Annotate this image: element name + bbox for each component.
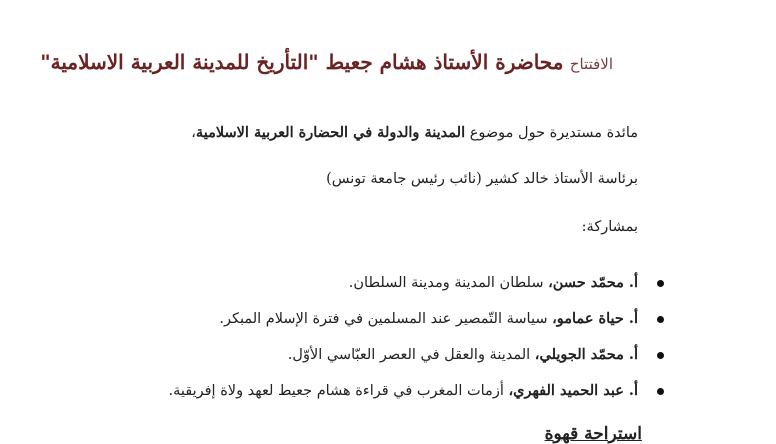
coffee-break-heading: استراحة قهوة bbox=[544, 424, 642, 444]
title-main: محاضرة الأستاذ هشام جعيط "التأريخ للمدينة العربية الاسلامية" bbox=[40, 50, 564, 74]
bullet-icon bbox=[657, 352, 664, 359]
list-item bbox=[169, 344, 665, 380]
list-item bbox=[169, 380, 665, 416]
chair-line: برئاسة الأستاذ خالد كشير (نائب رئيس جامعة تونس) bbox=[326, 171, 638, 187]
title-prefix: الافتتاح bbox=[569, 55, 613, 73]
participant-talk: سلطان المدينة ومدينة السلطان. bbox=[348, 275, 549, 291]
list-item bbox=[169, 272, 665, 308]
participant-name: أ. محمّد الجويلي، bbox=[534, 346, 638, 363]
participation-label: بمشاركة: bbox=[581, 219, 638, 235]
participant-name: أ. حياة عمامو، bbox=[552, 310, 638, 327]
bullet-icon bbox=[657, 316, 664, 323]
roundtable-topic: المدينة والدولة في الحضارة العربية الاسلامية bbox=[195, 124, 466, 141]
roundtable-line bbox=[191, 124, 638, 141]
bullet-icon bbox=[657, 280, 664, 287]
list-item bbox=[169, 308, 665, 344]
participant-talk: سياسة التّمصير عند المسلمين في فترة الإسلام المبكر. bbox=[219, 311, 553, 327]
participant-name: أ. محمّد حسن، bbox=[548, 274, 638, 291]
bullet-icon bbox=[657, 388, 664, 395]
participant-talk: المدينة والعقل في العصر العبّاسي الأوّل. bbox=[287, 347, 535, 363]
participants-list bbox=[169, 272, 665, 416]
roundtable-end: ، bbox=[191, 125, 196, 141]
roundtable-intro: مائدة مستديرة حول موضوع bbox=[469, 125, 638, 141]
page-title bbox=[40, 50, 613, 74]
participant-talk: أزمات المغرب في قراءة هشام جعيط لعهد ولاة إفريقية. bbox=[168, 383, 509, 399]
participant-name: أ. عبد الحميد الفهري، bbox=[508, 382, 638, 399]
